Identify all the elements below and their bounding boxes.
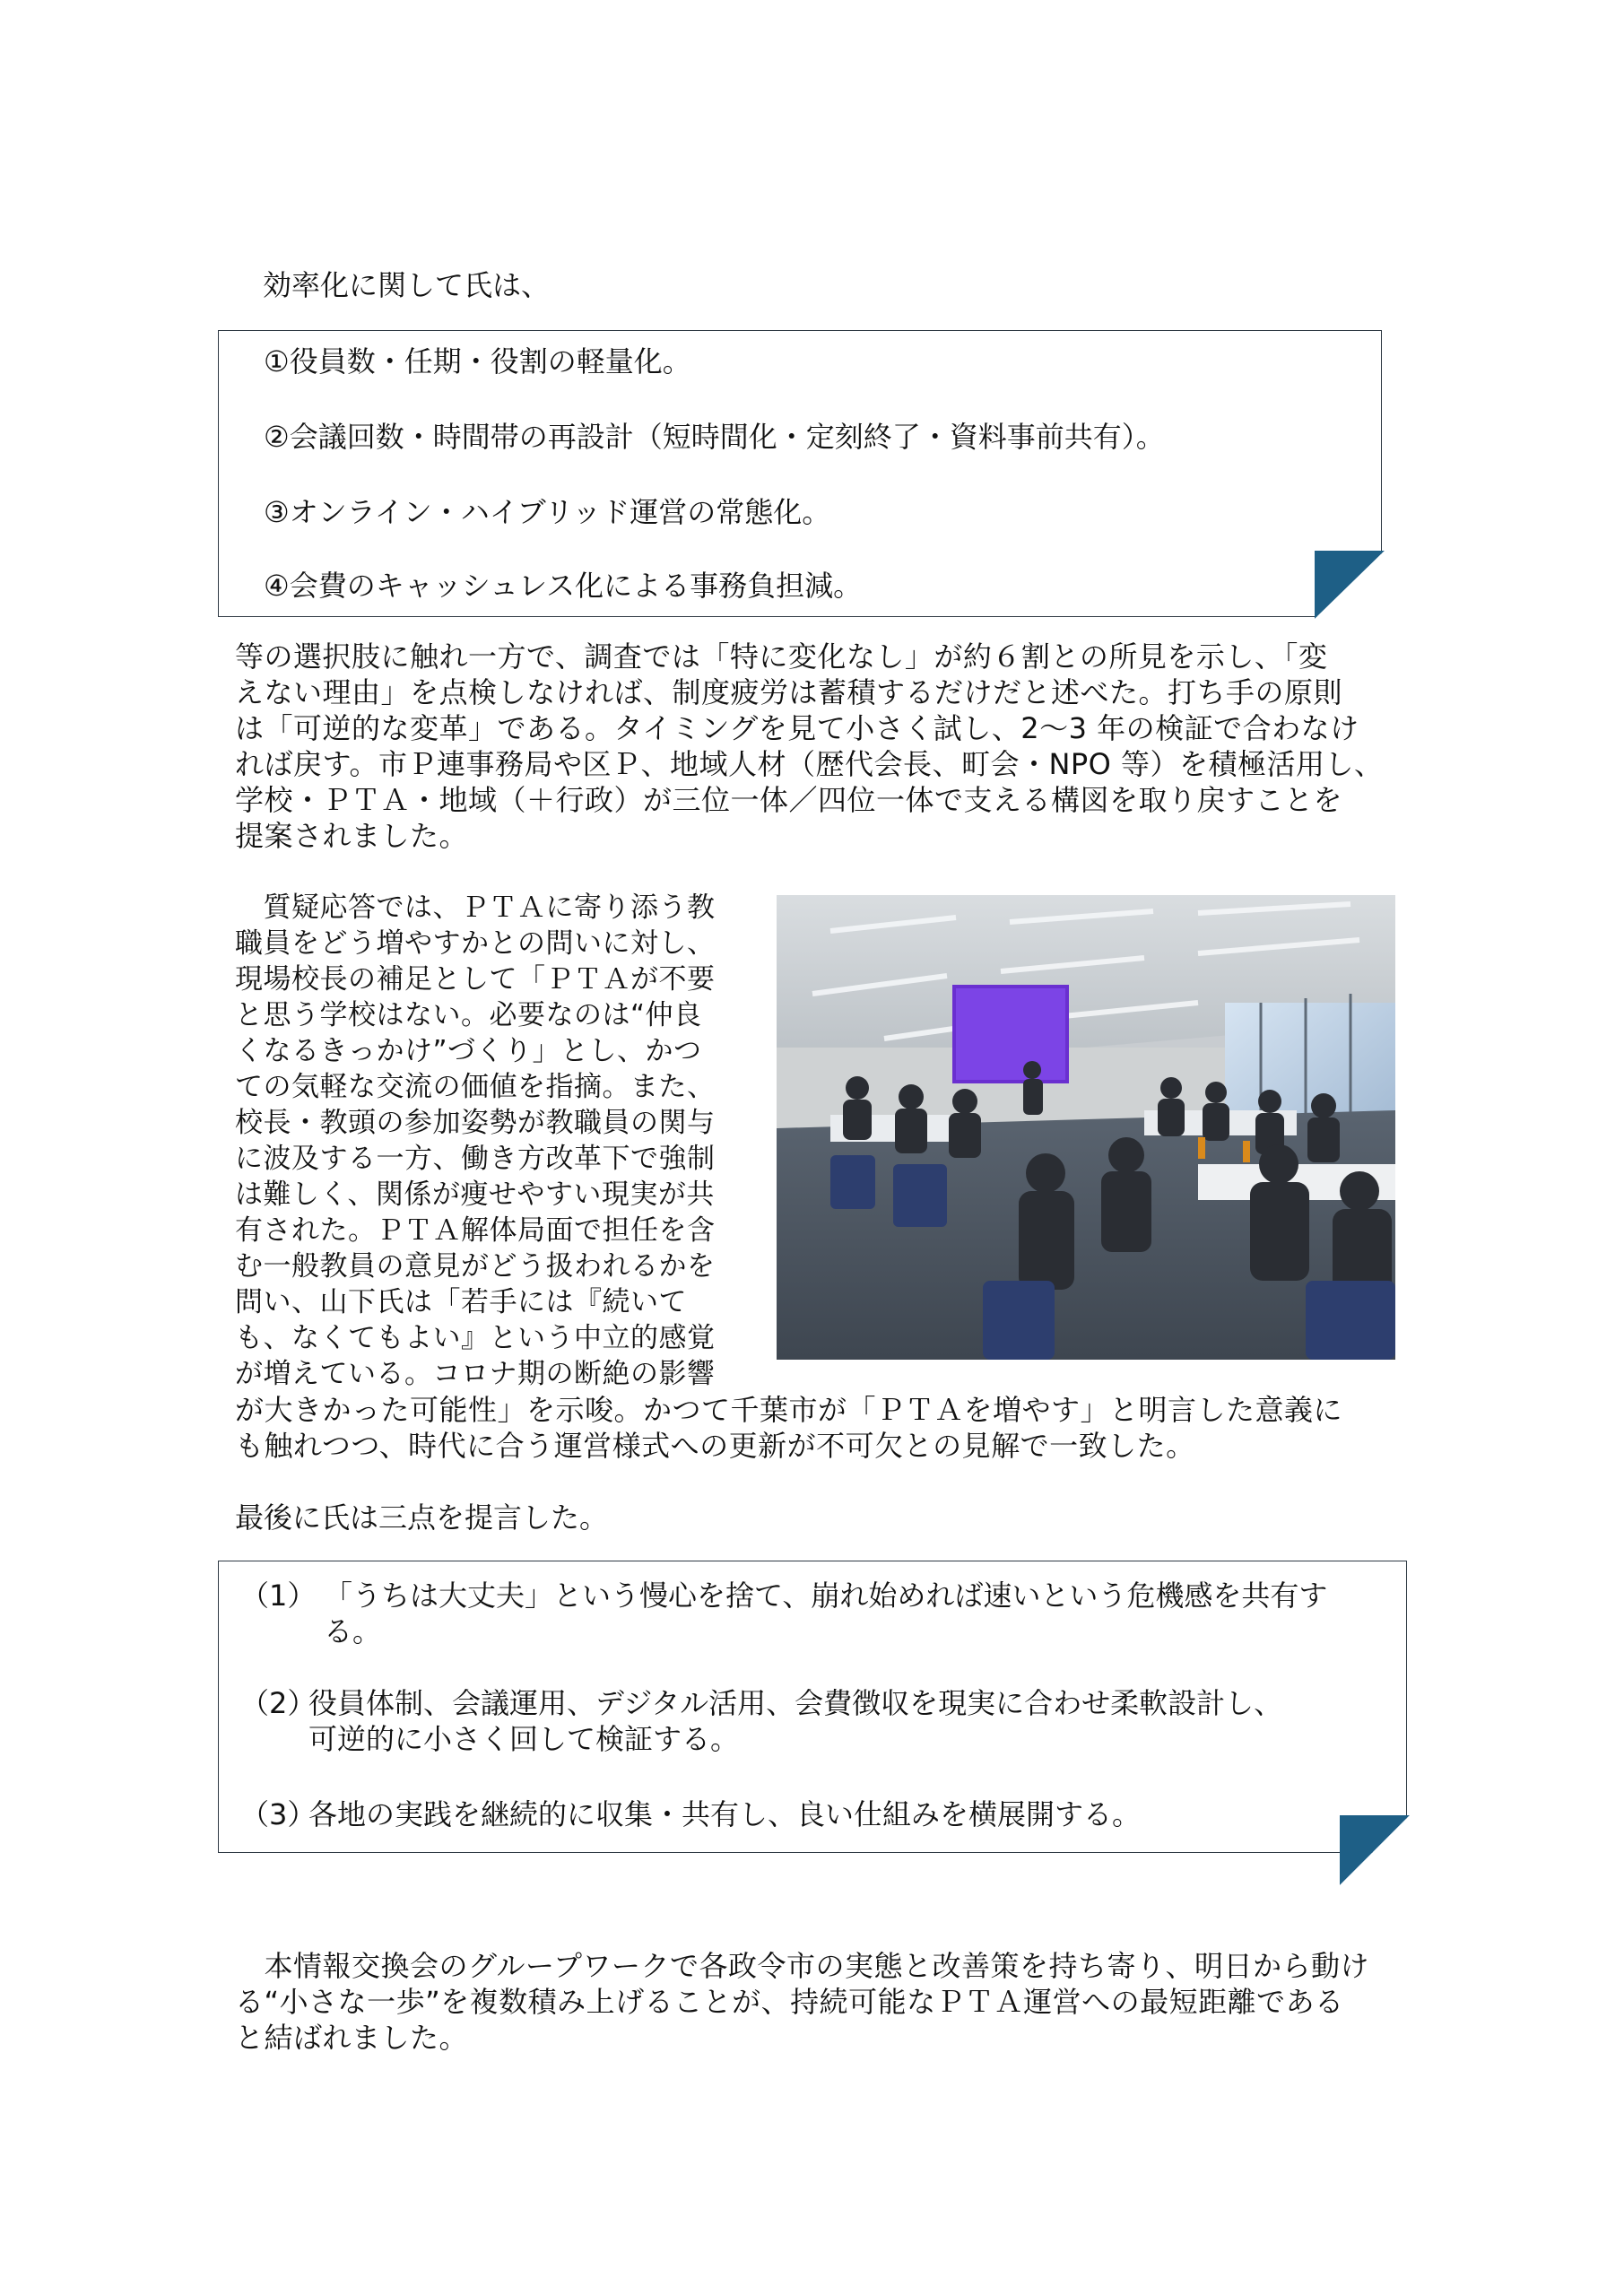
text-line: は「可逆的な変革」である。タイミングを見て小さく試し、2～3 年の検証で合わなけ <box>235 711 1359 745</box>
recommendations-box <box>218 1561 1407 1853</box>
text-line: 提案されました。 <box>235 819 469 853</box>
text-line: が大きかった可能性」を示唆。かつて千葉市が「ＰＴＡを増やす」と明言した意義に <box>235 1393 1343 1427</box>
text-line: ての気軽な交流の価値を指摘。また、 <box>235 1071 716 1103</box>
text-line: れば戻す。市Ｐ連事務局や区Ｐ、地域人材（歴代会長、町会・NPO 等）を積極活用し、 <box>235 747 1384 781</box>
text-line: 校長・教頭の参加姿勢が教職員の関与 <box>235 1107 716 1139</box>
list-item: ①役員数・任期・役割の軽量化。 <box>264 344 691 378</box>
text-line: 学校・ＰＴＡ・地域（＋行政）が三位一体／四位一体で支える構図を取り戻すことを <box>235 783 1343 817</box>
text-line: る“小さな一歩”を複数積み上げることが、持続可能なＰＴＡ運営への最短距離である <box>235 1985 1344 2019</box>
recommendation-text: 「うちは大丈夫」という慢心を捨て、崩れ始めれば速いという危機感を共有す <box>324 1578 1328 1613</box>
list-item: ③オンライン・ハイブリッド運営の常態化。 <box>264 495 831 529</box>
text-line: と思う学校はない。必要なのは“仲良 <box>235 999 702 1031</box>
efficiency-options-box <box>218 330 1382 617</box>
meeting-photo <box>777 895 1395 1360</box>
text-line: む一般教員の意見がどう扱われるかを <box>235 1250 716 1283</box>
list-item: ②会議回数・時間帯の再設計（短時間化・定刻終了・資料事前共有）。 <box>264 420 1165 454</box>
list-item: ④会費のキャッシュレス化による事務負担減。 <box>264 569 863 603</box>
paragraph-survey <box>235 639 1392 854</box>
text-line: 等の選択肢に触れ一方で、調査では「特に変化なし」が約６割との所見を示し、「変 <box>235 639 1328 674</box>
text-line: 職員をどう増やすかとの問いに対し、 <box>235 927 716 960</box>
folded-corner-icon <box>1340 1815 1411 1887</box>
recommendation-number: （2） <box>240 1686 317 1720</box>
closing-intro-text: 最後に氏は三点を提言した。 <box>235 1500 609 1535</box>
intro-text: 効率化に関して氏は、 <box>263 268 551 302</box>
paragraph-qa-continued <box>235 1392 1401 1464</box>
text-line: も、なくてもよい』という中立的感覚 <box>235 1322 716 1354</box>
text-line: 問い、山下氏は「若手には『続いて <box>235 1286 687 1318</box>
text-line: くなるきっかけ”づくり」とし、かつ <box>235 1035 702 1067</box>
recommendation-number: （1） <box>240 1578 317 1613</box>
recommendation-text: 可逆的に小さく回して検証する。 <box>308 1722 740 1756</box>
text-line: に波及する一方、働き方改革下で強制 <box>235 1143 716 1175</box>
text-line: は難しく、関係が痩せやすい現実が共 <box>235 1178 715 1211</box>
paragraph-conclusion <box>235 1948 1410 2056</box>
text-line: 現場校長の補足として「ＰＴＡが不要 <box>235 963 716 996</box>
paragraph-qa <box>235 890 755 1392</box>
folded-corner-icon <box>1315 551 1386 621</box>
text-line: 質疑応答では、ＰＴＡに寄り添う教 <box>235 891 716 924</box>
recommendation-text: 各地の実践を継続的に収集・共有し、良い仕組みを横展開する。 <box>308 1797 1142 1831</box>
text-line: が増えている。コロナ期の断絶の影響 <box>235 1358 716 1390</box>
recommendation-number: （3） <box>240 1797 317 1831</box>
recommendation-text: る。 <box>324 1614 382 1648</box>
text-line: 有された。ＰＴＡ解体局面で担任を含 <box>235 1214 716 1247</box>
text-line: 本情報交換会のグループワークで各政令市の実態と改善策を持ち寄り、明日から動け <box>235 1949 1369 1983</box>
recommendation-text: 役員体制、会議運用、デジタル活用、会費徴収を現実に合わせ柔軟設計し、 <box>308 1686 1283 1720</box>
text-line: と結ばれました。 <box>235 2021 469 2055</box>
text-line: も触れつつ、時代に合う運営様式への更新が不可欠との見解で一致した。 <box>235 1429 1195 1463</box>
text-line: えない理由」を点検しなければ、制度疲労は蓄積するだけだと述べた。打ち手の原則 <box>235 675 1343 709</box>
